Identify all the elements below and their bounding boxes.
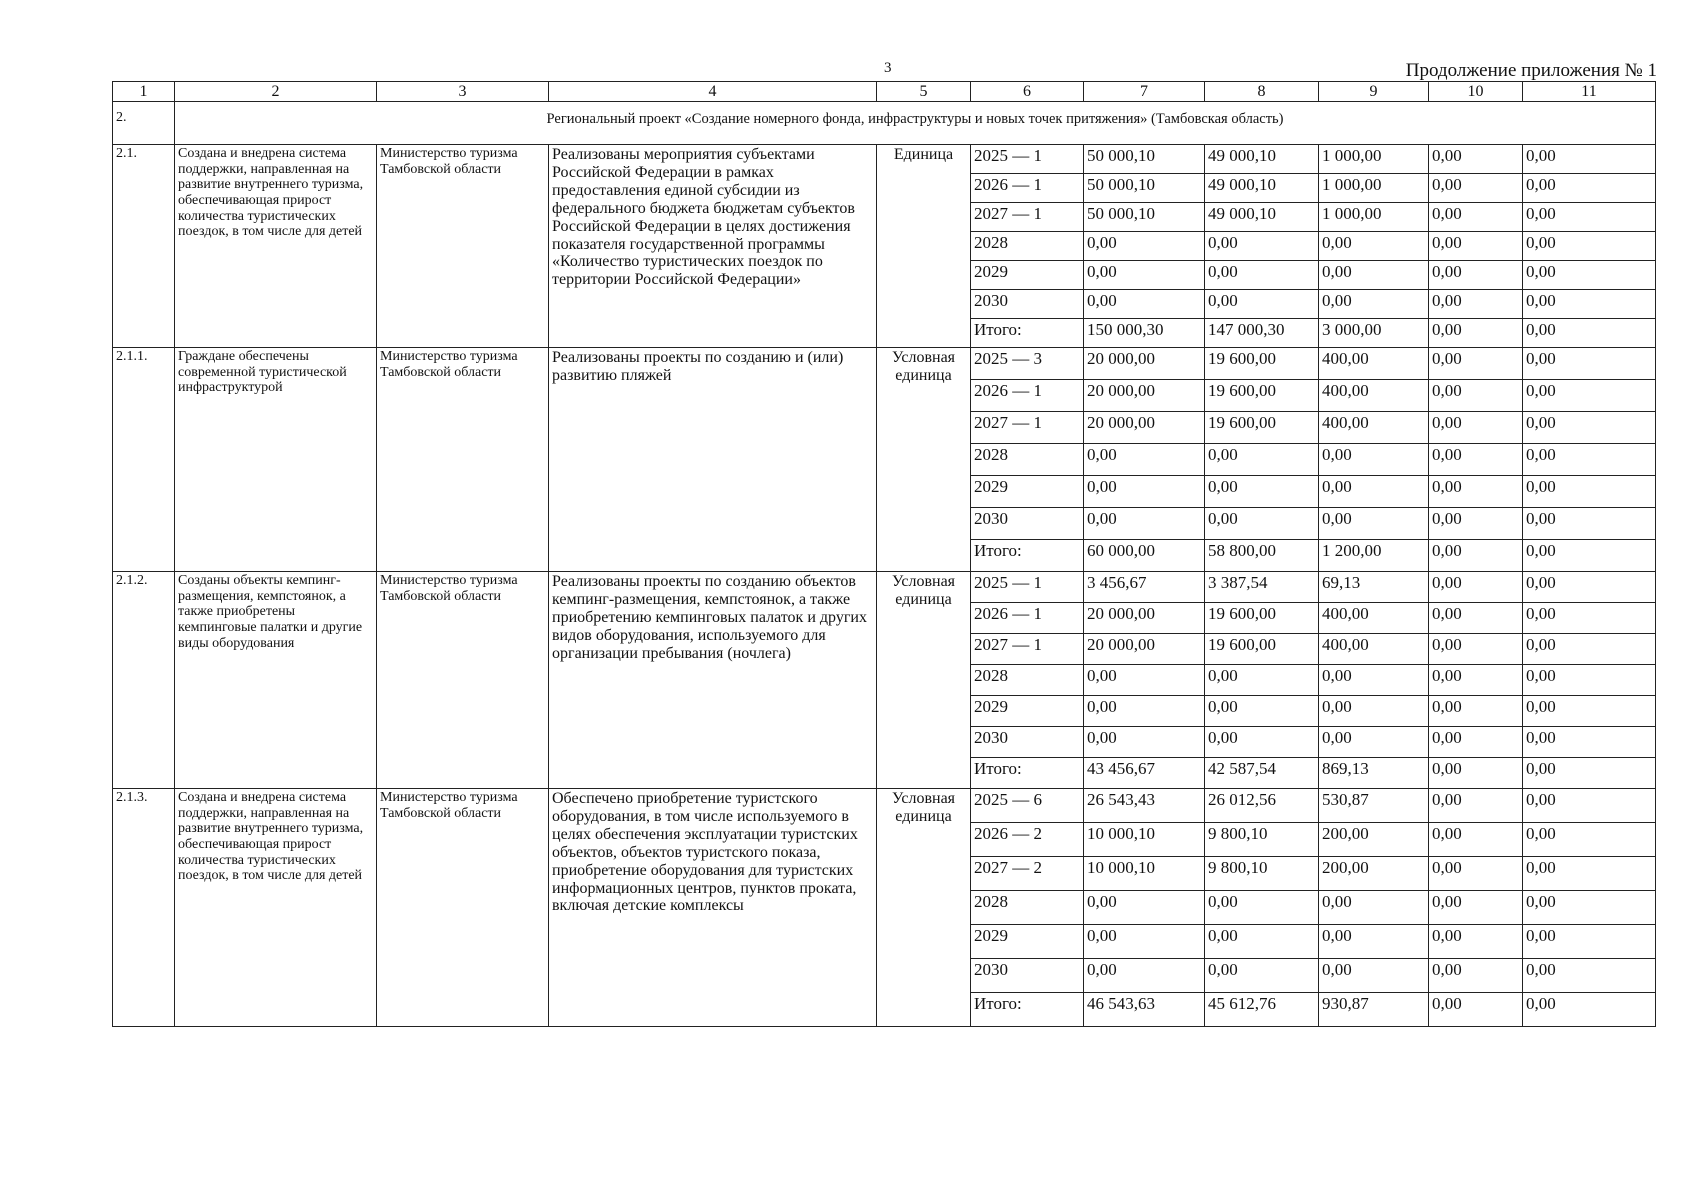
value-cell-7: 0,00 xyxy=(1084,727,1205,758)
value-cell-9: 0,00 xyxy=(1319,476,1429,508)
value-cell-8: 0,00 xyxy=(1205,476,1319,508)
value-cell-9: 0,00 xyxy=(1319,925,1429,959)
value-cell-9: 1 000,00 xyxy=(1319,174,1429,203)
responsible-ministry: Министерство туризма Тамбовской области xyxy=(377,348,549,572)
value-cell-9: 1 000,00 xyxy=(1319,145,1429,174)
year-cell: Итого: xyxy=(971,758,1084,789)
year-cell: 2027 — 1 xyxy=(971,203,1084,232)
value-cell-7: 10 000,10 xyxy=(1084,857,1205,891)
year-cell: 2030 xyxy=(971,727,1084,758)
value-cell-11: 0,00 xyxy=(1523,758,1656,789)
value-cell-9: 400,00 xyxy=(1319,634,1429,665)
value-cell-10: 0,00 xyxy=(1429,789,1523,823)
value-cell-8: 0,00 xyxy=(1205,665,1319,696)
value-cell-8: 0,00 xyxy=(1205,959,1319,993)
value-cell-11: 0,00 xyxy=(1523,857,1656,891)
year-cell: 2025 — 3 xyxy=(971,348,1084,380)
value-cell-10: 0,00 xyxy=(1429,959,1523,993)
year-cell: 2028 xyxy=(971,665,1084,696)
value-cell-8: 0,00 xyxy=(1205,891,1319,925)
value-cell-7: 0,00 xyxy=(1084,261,1205,290)
value-cell-9: 400,00 xyxy=(1319,348,1429,380)
value-cell-11: 0,00 xyxy=(1523,508,1656,540)
appendix-continuation-note: Продолжение приложения № 1 xyxy=(1405,60,1657,81)
item-number: 2.1.3. xyxy=(113,789,175,1027)
item-number: 2.1.2. xyxy=(113,572,175,789)
year-cell: 2025 — 6 xyxy=(971,789,1084,823)
unit-of-measure: Условная единица xyxy=(877,572,971,789)
value-cell-10: 0,00 xyxy=(1429,348,1523,380)
value-cell-11: 0,00 xyxy=(1523,319,1656,348)
value-cell-11: 0,00 xyxy=(1523,174,1656,203)
page-number: 3 xyxy=(884,60,892,76)
value-cell-10: 0,00 xyxy=(1429,634,1523,665)
value-cell-7: 0,00 xyxy=(1084,925,1205,959)
table-row xyxy=(113,789,1656,823)
value-cell-9: 400,00 xyxy=(1319,603,1429,634)
value-cell-7: 26 543,43 xyxy=(1084,789,1205,823)
section-title: Региональный проект «Создание номерного фонда, инфраструктуры и новых точек притяжения» (Тамбовская область) xyxy=(175,102,1656,145)
value-cell-7: 0,00 xyxy=(1084,959,1205,993)
value-cell-11: 0,00 xyxy=(1523,603,1656,634)
responsible-ministry: Министерство туризма Тамбовской области xyxy=(377,789,549,1027)
value-cell-9: 0,00 xyxy=(1319,290,1429,319)
result-description: Создана и внедрена система поддержки, направленная на развитие внутреннего туризма, обеспечивающая прирост количества туристических поездок, в том числе для детей xyxy=(175,145,377,348)
value-cell-10: 0,00 xyxy=(1429,540,1523,572)
value-cell-7: 0,00 xyxy=(1084,290,1205,319)
value-cell-8: 42 587,54 xyxy=(1205,758,1319,789)
value-cell-7: 0,00 xyxy=(1084,444,1205,476)
value-cell-11: 0,00 xyxy=(1523,727,1656,758)
value-cell-7: 50 000,10 xyxy=(1084,145,1205,174)
value-cell-10: 0,00 xyxy=(1429,993,1523,1027)
value-cell-9: 1 000,00 xyxy=(1319,203,1429,232)
value-cell-9: 0,00 xyxy=(1319,665,1429,696)
value-cell-7: 0,00 xyxy=(1084,696,1205,727)
table-row xyxy=(113,572,1656,603)
value-cell-8: 19 600,00 xyxy=(1205,380,1319,412)
value-cell-9: 0,00 xyxy=(1319,727,1429,758)
value-cell-11: 0,00 xyxy=(1523,696,1656,727)
value-cell-8: 9 800,10 xyxy=(1205,857,1319,891)
value-cell-8: 9 800,10 xyxy=(1205,823,1319,857)
value-cell-8: 0,00 xyxy=(1205,444,1319,476)
value-cell-7: 43 456,67 xyxy=(1084,758,1205,789)
value-cell-8: 0,00 xyxy=(1205,261,1319,290)
value-cell-10: 0,00 xyxy=(1429,925,1523,959)
value-cell-7: 20 000,00 xyxy=(1084,412,1205,444)
section-number: 2. xyxy=(113,102,175,145)
result-description: Созданы объекты кемпинг-размещения, кемпстоянок, а также приобретены кемпинговые палатки и другие виды оборудования xyxy=(175,572,377,789)
value-cell-7: 150 000,30 xyxy=(1084,319,1205,348)
value-cell-9: 869,13 xyxy=(1319,758,1429,789)
year-cell: 2025 — 1 xyxy=(971,145,1084,174)
value-cell-7: 3 456,67 xyxy=(1084,572,1205,603)
value-cell-9: 69,13 xyxy=(1319,572,1429,603)
year-cell: 2027 — 1 xyxy=(971,634,1084,665)
value-cell-10: 0,00 xyxy=(1429,857,1523,891)
value-cell-10: 0,00 xyxy=(1429,758,1523,789)
year-cell: 2030 xyxy=(971,959,1084,993)
value-cell-11: 0,00 xyxy=(1523,380,1656,412)
item-number: 2.1.1. xyxy=(113,348,175,572)
value-cell-7: 10 000,10 xyxy=(1084,823,1205,857)
value-cell-7: 20 000,00 xyxy=(1084,380,1205,412)
year-cell: 2027 — 1 xyxy=(971,412,1084,444)
column-number: 10 xyxy=(1429,82,1523,102)
value-cell-11: 0,00 xyxy=(1523,232,1656,261)
value-cell-11: 0,00 xyxy=(1523,993,1656,1027)
year-cell: 2030 xyxy=(971,290,1084,319)
value-cell-8: 0,00 xyxy=(1205,232,1319,261)
value-cell-7: 0,00 xyxy=(1084,476,1205,508)
value-cell-8: 58 800,00 xyxy=(1205,540,1319,572)
value-cell-10: 0,00 xyxy=(1429,203,1523,232)
year-cell: 2028 xyxy=(971,232,1084,261)
year-cell: 2025 — 1 xyxy=(971,572,1084,603)
table-row xyxy=(113,348,1656,380)
section-row xyxy=(113,102,1656,145)
year-cell: 2030 xyxy=(971,508,1084,540)
column-number: 6 xyxy=(971,82,1084,102)
year-cell: 2027 — 2 xyxy=(971,857,1084,891)
value-cell-11: 0,00 xyxy=(1523,290,1656,319)
value-cell-8: 0,00 xyxy=(1205,508,1319,540)
value-cell-11: 0,00 xyxy=(1523,572,1656,603)
value-cell-10: 0,00 xyxy=(1429,319,1523,348)
value-cell-10: 0,00 xyxy=(1429,696,1523,727)
responsible-ministry: Министерство туризма Тамбовской области xyxy=(377,572,549,789)
year-cell: 2028 xyxy=(971,891,1084,925)
year-cell: 2029 xyxy=(971,476,1084,508)
value-cell-9: 3 000,00 xyxy=(1319,319,1429,348)
column-number: 2 xyxy=(175,82,377,102)
value-cell-10: 0,00 xyxy=(1429,412,1523,444)
result-description: Создана и внедрена система поддержки, направленная на развитие внутреннего туризма, обеспечивающая прирост количества туристических поездок, в том числе для детей xyxy=(175,789,377,1027)
value-cell-7: 0,00 xyxy=(1084,665,1205,696)
unit-of-measure: Единица xyxy=(877,145,971,348)
value-cell-7: 20 000,00 xyxy=(1084,603,1205,634)
value-cell-11: 0,00 xyxy=(1523,823,1656,857)
value-cell-8: 0,00 xyxy=(1205,696,1319,727)
value-cell-10: 0,00 xyxy=(1429,290,1523,319)
value-cell-7: 20 000,00 xyxy=(1084,634,1205,665)
value-cell-11: 0,00 xyxy=(1523,959,1656,993)
value-cell-11: 0,00 xyxy=(1523,925,1656,959)
value-cell-10: 0,00 xyxy=(1429,261,1523,290)
value-cell-8: 147 000,30 xyxy=(1205,319,1319,348)
column-number-row xyxy=(113,82,1656,102)
value-cell-11: 0,00 xyxy=(1523,261,1656,290)
column-number: 11 xyxy=(1523,82,1656,102)
value-cell-11: 0,00 xyxy=(1523,145,1656,174)
value-cell-8: 19 600,00 xyxy=(1205,634,1319,665)
value-cell-10: 0,00 xyxy=(1429,174,1523,203)
value-cell-8: 19 600,00 xyxy=(1205,603,1319,634)
value-cell-9: 200,00 xyxy=(1319,857,1429,891)
column-number: 3 xyxy=(377,82,549,102)
value-cell-8: 19 600,00 xyxy=(1205,412,1319,444)
year-cell: 2026 — 1 xyxy=(971,380,1084,412)
unit-of-measure: Условная единица xyxy=(877,789,971,1027)
year-cell: 2028 xyxy=(971,444,1084,476)
value-cell-9: 0,00 xyxy=(1319,508,1429,540)
value-cell-9: 930,87 xyxy=(1319,993,1429,1027)
year-cell: 2029 xyxy=(971,925,1084,959)
year-cell: Итого: xyxy=(971,993,1084,1027)
table-row xyxy=(113,145,1656,174)
value-cell-8: 45 612,76 xyxy=(1205,993,1319,1027)
responsible-ministry: Министерство туризма Тамбовской области xyxy=(377,145,549,348)
value-cell-7: 0,00 xyxy=(1084,508,1205,540)
unit-of-measure: Условная единица xyxy=(877,348,971,572)
value-cell-11: 0,00 xyxy=(1523,412,1656,444)
value-cell-8: 19 600,00 xyxy=(1205,348,1319,380)
value-cell-11: 0,00 xyxy=(1523,634,1656,665)
measure-description: Реализованы мероприятия субъектами Российской Федерации в рамках предоставления единой субсидии из федерального бюджета бюджетам субъектов Российской Федерации в целях достижения показателя государственной программы «Количество туристических поездок по территории Российской Федерации» xyxy=(549,145,877,348)
value-cell-8: 0,00 xyxy=(1205,925,1319,959)
value-cell-11: 0,00 xyxy=(1523,444,1656,476)
value-cell-11: 0,00 xyxy=(1523,891,1656,925)
value-cell-11: 0,00 xyxy=(1523,348,1656,380)
value-cell-10: 0,00 xyxy=(1429,823,1523,857)
value-cell-7: 0,00 xyxy=(1084,891,1205,925)
value-cell-10: 0,00 xyxy=(1429,444,1523,476)
year-cell: Итого: xyxy=(971,319,1084,348)
value-cell-9: 0,00 xyxy=(1319,891,1429,925)
value-cell-7: 50 000,10 xyxy=(1084,174,1205,203)
value-cell-8: 3 387,54 xyxy=(1205,572,1319,603)
value-cell-8: 49 000,10 xyxy=(1205,174,1319,203)
value-cell-9: 0,00 xyxy=(1319,261,1429,290)
value-cell-10: 0,00 xyxy=(1429,891,1523,925)
value-cell-7: 0,00 xyxy=(1084,232,1205,261)
value-cell-10: 0,00 xyxy=(1429,665,1523,696)
column-number: 8 xyxy=(1205,82,1319,102)
column-number: 5 xyxy=(877,82,971,102)
item-number: 2.1. xyxy=(113,145,175,348)
value-cell-8: 0,00 xyxy=(1205,290,1319,319)
value-cell-10: 0,00 xyxy=(1429,603,1523,634)
value-cell-10: 0,00 xyxy=(1429,145,1523,174)
value-cell-10: 0,00 xyxy=(1429,232,1523,261)
value-cell-8: 49 000,10 xyxy=(1205,145,1319,174)
value-cell-9: 0,00 xyxy=(1319,696,1429,727)
column-number: 1 xyxy=(113,82,175,102)
value-cell-10: 0,00 xyxy=(1429,508,1523,540)
value-cell-9: 0,00 xyxy=(1319,232,1429,261)
year-cell: 2029 xyxy=(971,696,1084,727)
value-cell-11: 0,00 xyxy=(1523,203,1656,232)
measure-description: Реализованы проекты по созданию и (или) развитию пляжей xyxy=(549,348,877,572)
value-cell-7: 60 000,00 xyxy=(1084,540,1205,572)
value-cell-8: 26 012,56 xyxy=(1205,789,1319,823)
value-cell-11: 0,00 xyxy=(1523,540,1656,572)
year-cell: 2026 — 1 xyxy=(971,603,1084,634)
value-cell-10: 0,00 xyxy=(1429,572,1523,603)
appendix-table xyxy=(112,81,1656,1027)
result-description: Граждане обеспечены современной туристической инфраструктурой xyxy=(175,348,377,572)
year-cell: 2029 xyxy=(971,261,1084,290)
value-cell-7: 50 000,10 xyxy=(1084,203,1205,232)
value-cell-11: 0,00 xyxy=(1523,789,1656,823)
value-cell-9: 200,00 xyxy=(1319,823,1429,857)
value-cell-9: 0,00 xyxy=(1319,444,1429,476)
value-cell-11: 0,00 xyxy=(1523,665,1656,696)
value-cell-7: 20 000,00 xyxy=(1084,348,1205,380)
value-cell-10: 0,00 xyxy=(1429,727,1523,758)
column-number: 4 xyxy=(549,82,877,102)
column-number: 9 xyxy=(1319,82,1429,102)
value-cell-9: 530,87 xyxy=(1319,789,1429,823)
value-cell-9: 1 200,00 xyxy=(1319,540,1429,572)
year-cell: Итого: xyxy=(971,540,1084,572)
year-cell: 2026 — 1 xyxy=(971,174,1084,203)
value-cell-9: 0,00 xyxy=(1319,959,1429,993)
value-cell-7: 46 543,63 xyxy=(1084,993,1205,1027)
value-cell-9: 400,00 xyxy=(1319,380,1429,412)
value-cell-10: 0,00 xyxy=(1429,380,1523,412)
measure-description: Реализованы проекты по созданию объектов кемпинг-размещения, кемпстоянок, а также приобретению кемпинговых палаток и других видов оборудования, используемого для организации пребывания (ночлега) xyxy=(549,572,877,789)
value-cell-8: 49 000,10 xyxy=(1205,203,1319,232)
value-cell-9: 400,00 xyxy=(1319,412,1429,444)
measure-description: Обеспечено приобретение туристского оборудования, в том числе используемого в целях обеспечения эксплуатации туристских объектов, объектов туристского показа, приобретение оборудования для туристских информационных центров, пунктов проката, включая детские комплексы xyxy=(549,789,877,1027)
year-cell: 2026 — 2 xyxy=(971,823,1084,857)
value-cell-10: 0,00 xyxy=(1429,476,1523,508)
value-cell-11: 0,00 xyxy=(1523,476,1656,508)
value-cell-8: 0,00 xyxy=(1205,727,1319,758)
column-number: 7 xyxy=(1084,82,1205,102)
